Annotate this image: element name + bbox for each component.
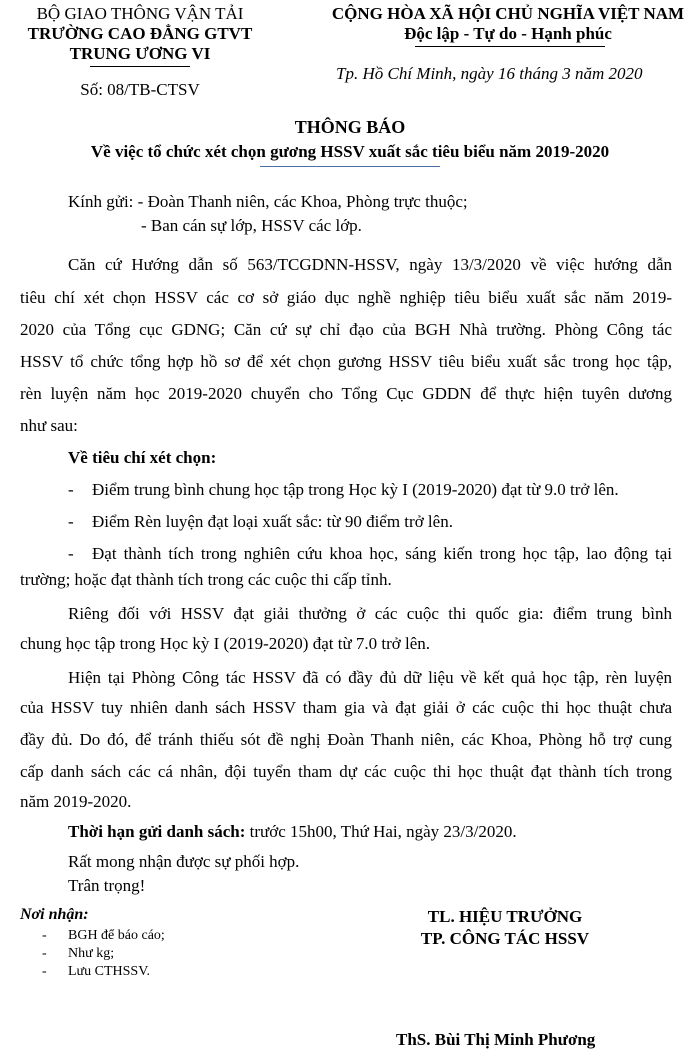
criteria-bullet-2: - [68,512,74,531]
header-right-underline [415,46,605,47]
deadline-value: trước 15h00, Thứ Hai, ngày 23/3/2020. [245,822,517,841]
p1-line-6: như sau: [20,416,78,435]
footer-item-2: Như kg; [68,946,115,961]
recipients-line1: Kính gửi: - Đoàn Thanh niên, các Khoa, Phòng trực thuộc; [68,192,468,211]
school-name-line2: TRUNG ƯƠNG VI [69,44,211,63]
footer-bullet-1: - [42,928,47,943]
criteria-item-1: Điểm trung bình chung học tập trong Học kỳ I (2019-2020) đạt từ 9.0 trở lên. [92,480,619,499]
document-title: THÔNG BÁO [294,117,406,137]
criteria-item-3-cont: trường; hoặc đạt thành tích trong các cuộc thi cấp tỉnh. [20,570,392,589]
header-left-underline [90,66,190,67]
deadline-label: Thời hạn gửi danh sách: [68,822,246,841]
p1-line-2: tiêu chí xét chọn HSSV các cơ sở giáo dục nghề nghiệp tiêu biểu xuất sắc năm 2019- [20,288,672,307]
p3-line-1: Hiện tại Phòng Công tác HSSV đã có đầy đủ dữ liệu về kết quả học tập, rèn luyện [68,668,672,687]
p2-line-1: Riêng đối với HSSV đạt giải thưởng ở các cuộc thi quốc gia: điểm trung bình [68,604,672,623]
closing-line1: Rất mong nhận được sự phối hợp. [68,852,300,871]
document-number: Số: 08/TB-CTSV [80,80,200,99]
footer-item-3: Lưu CTHSSV. [68,964,151,979]
school-name-line1: TRƯỜNG CAO ĐẲNG GTVT [27,24,253,43]
footer-bullet-2: - [42,946,47,961]
document-subject: Về việc tổ chức xét chọn gương HSSV xuất sắc tiêu biểu năm 2019-2020 [90,142,610,161]
criteria-bullet-3: - [68,544,74,563]
footer-item-1: BGH để báo cáo; [68,928,165,943]
p1-line-3: 2020 của Tổng cục GDNG; Căn cứ sự chỉ đạo của BGH Nhà trường. Phòng Công tác [20,320,672,339]
p3-line-2: của HSSV tuy nhiên danh sách HSSV tham gia và đạt giải ở các cuộc thi học thuật chưa [20,698,672,717]
title-underline [260,166,440,167]
signature-title-line2: TP. CÔNG TÁC HSSV [420,929,590,948]
p1-line-5: rèn luyện năm học 2019-2020 chuyển cho Tổng Cục GDDN để thực hiện tuyên dương [20,384,672,403]
criteria-bullet-1: - [68,480,74,499]
p2-line-2: chung học tập trong Học kỳ I (2019-2020) đạt từ 7.0 trở lên. [20,634,431,653]
p3-line-5: năm 2019-2020. [20,792,132,811]
criteria-heading: Về tiêu chí xét chọn: [68,448,217,467]
criteria-item-3: Đạt thành tích trong nghiên cứu khoa học, sáng kiến trong học tập, lao động tại [92,544,672,563]
signer-name: ThS. Bùi Thị Minh Phương [396,1030,596,1049]
ministry-name: BỘ GIAO THÔNG VẬN TẢI [36,4,244,23]
place-date: Tp. Hồ Chí Minh, ngày 16 tháng 3 năm 2020 [336,64,643,83]
criteria-item-2: Điểm Rèn luyện đạt loại xuất sắc: từ 90 điểm trở lên. [92,512,453,531]
p3-line-4: cấp danh sách các cá nhân, đội tuyển tham dự các cuộc thi học thuật đạt thành tích trong [20,762,672,781]
recipients-footer-heading: Nơi nhận: [20,906,89,923]
p1-line-1: Căn cứ Hướng dẫn số 563/TCGDNN-HSSV, ngày 13/3/2020 về việc hướng dẫn [68,255,672,274]
recipients-line2: - Ban cán sự lớp, HSSV các lớp. [141,216,362,235]
footer-bullet-3: - [42,964,47,979]
p3-line-3: đầy đủ. Do đó, để tránh thiếu sót đề nghị Đoàn Thanh niên, các Khoa, Phòng hỗ trợ cung [20,730,672,749]
deadline-line [68,822,517,842]
signature-title-line1: TL. HIỆU TRƯỞNG [427,907,583,926]
p1-line-4: HSSV tổ chức tổng hợp hồ sơ để xét chọn gương HSSV tiêu biểu xuất sắc trong học tập, [20,352,672,371]
country-name: CỘNG HÒA XÃ HỘI CHỦ NGHĨA VIỆT NAM [331,4,685,23]
national-motto: Độc lập - Tự do - Hạnh phúc [404,24,612,43]
closing-line2: Trân trọng! [68,876,146,895]
